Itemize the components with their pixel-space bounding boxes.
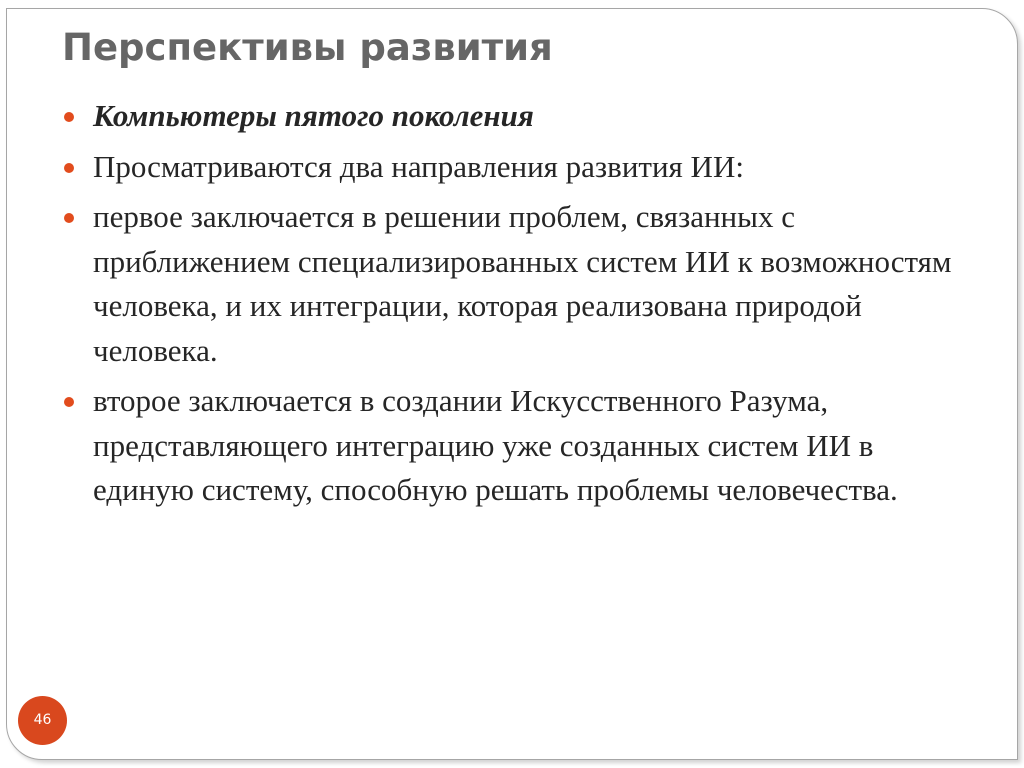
bullet-list xyxy=(93,94,978,519)
bullet-item-two-directions xyxy=(93,145,978,190)
bullet-dot-icon xyxy=(64,112,74,122)
bullet-text: Просматриваются два направления развития ИИ: xyxy=(93,148,744,184)
bullet-text: Компьютеры пятого поколения xyxy=(93,98,534,133)
bullet-text: первое заключается в решении проблем, связанных с приближением специализированных систем ИИ к возможностям человека, и их интеграции, которая реализована природой человека. xyxy=(93,199,952,368)
slide-title: Перспективы развития xyxy=(62,26,553,69)
bullet-dot-icon xyxy=(64,213,74,223)
bullet-text: второе заключается в создании Искусственного Разума, представляющего интеграцию уже созданных систем ИИ в единую систему, способную решать проблемы человечества. xyxy=(93,383,898,507)
bullet-item-second-direction xyxy=(93,379,978,513)
bullet-item-first-direction xyxy=(93,195,978,373)
bullet-dot-icon xyxy=(64,397,74,407)
bullet-dot-icon xyxy=(64,163,74,173)
page-number-badge: 46 xyxy=(18,696,67,745)
bullet-item-fifth-generation xyxy=(93,94,978,139)
